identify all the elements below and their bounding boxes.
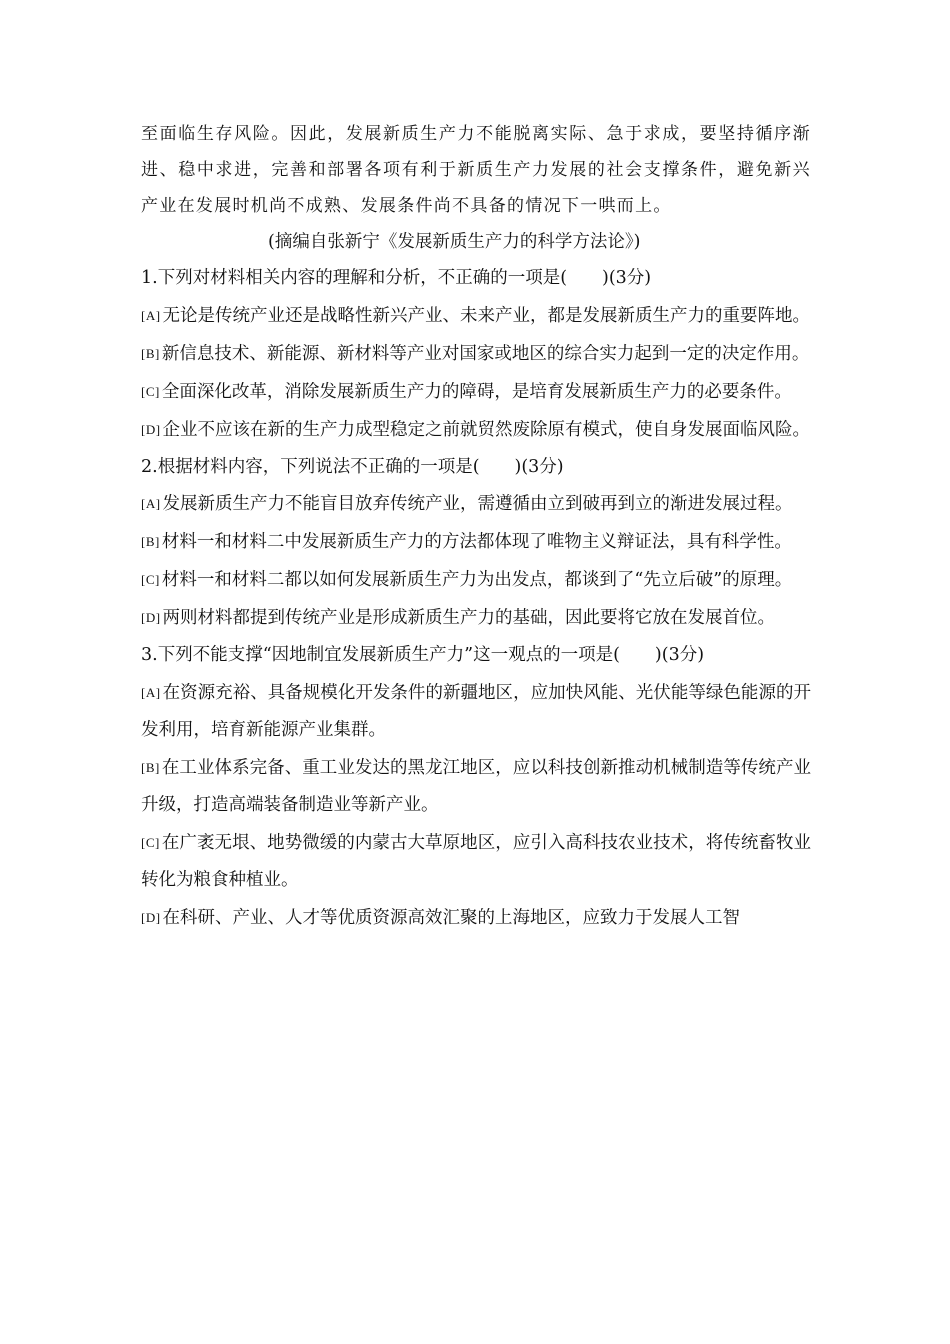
- passage-closing-paragraph: 至面临生存风险。因此，发展新质生产力不能脱离实际、急于求成，要坚持循序渐进、稳中求进，完善和部署各项有利于新质生产力发展的社会支撑条件，避免新兴产业在发展时机尚不成熟、发展条件尚不具备的情况下一哄而上。: [141, 124, 811, 216]
- option-key: [B]: [141, 345, 160, 361]
- option-text: 新信息技术、新能源、新材料等产业对国家或地区的综合实力起到一定的决定作用。: [161, 343, 810, 364]
- option-text: 两则材料都提到传统产业是形成新质生产力的基础，因此要将它放在发展首位。: [162, 608, 776, 628]
- question-1-option-d: [141, 411, 811, 449]
- option-text: 无论是传统产业还是战略性新兴产业、未来产业，都是发展新质生产力的重要阵地。: [162, 305, 811, 326]
- question-3-option-a: [141, 674, 811, 749]
- page-content: [141, 116, 811, 937]
- option-key: [A]: [141, 307, 161, 323]
- option-key: [C]: [141, 834, 160, 850]
- option-text: 在工业体系完备、重工业发达的黑龙江地区，应以科技创新推动机械制造等传统产业升级，打造高端装备制造业等新产业。: [141, 757, 811, 815]
- question-3-option-c: [141, 824, 811, 899]
- question-1-option-c: [141, 373, 811, 411]
- option-text: 企业不应该在新的生产力成型稳定之前就贸然废除原有模式，使自身发展面临风险。: [162, 419, 811, 440]
- question-2-option-c: [141, 561, 811, 599]
- option-key: [D]: [141, 421, 161, 437]
- question-1-stem: 1.下列对材料相关内容的理解和分析，不正确的一项是( )(3分): [141, 268, 652, 288]
- passage-source: (摘编自张新宁《发展新质生产力的科学方法论》): [268, 232, 641, 252]
- option-key: [B]: [141, 534, 160, 549]
- question-3-option-b: [141, 749, 811, 824]
- option-text: 在资源充裕、具备规模化开发条件的新疆地区，应加快风能、光伏能等绿色能源的开发利用，培育新能源产业集群。: [141, 682, 811, 740]
- question-2-stem: 2.根据材料内容，下列说法不正确的一项是( )(3分): [141, 456, 564, 477]
- option-key: [A]: [141, 684, 161, 700]
- option-key: [D]: [141, 909, 161, 925]
- question-1-option-b: [141, 335, 811, 373]
- option-text: 在科研、产业、人才等优质资源高效汇聚的上海地区，应致力于发展人工智: [162, 907, 741, 928]
- question-2-option-d: [141, 599, 811, 637]
- option-key: [A]: [141, 496, 161, 511]
- question-1-option-a: [141, 297, 811, 335]
- option-text: 发展新质生产力不能盲目放弃传统产业，需遵循由立到破再到立的渐进发展过程。: [162, 494, 793, 514]
- option-text: 全面深化改革，消除发展新质生产力的障碍，是培育发展新质生产力的必要条件。: [161, 381, 792, 402]
- question-2-option-a: [141, 485, 811, 523]
- option-key: [B]: [141, 759, 160, 775]
- question-2-option-b: [141, 523, 811, 561]
- option-text: 材料一和材料二中发展新质生产力的方法都体现了唯物主义辩证法，具有科学性。: [161, 532, 792, 552]
- question-3-option-d: [141, 899, 811, 937]
- option-text: 在广袤无垠、地势微缓的内蒙古大草原地区，应引入高科技农业技术，将传统畜牧业转化为粮食种植业。: [141, 832, 811, 890]
- option-key: [D]: [141, 610, 161, 625]
- option-key: [C]: [141, 572, 160, 587]
- option-key: [C]: [141, 383, 160, 399]
- option-text: 材料一和材料二都以如何发展新质生产力为出发点，都谈到了“先立后破”的原理。: [161, 570, 793, 590]
- question-3-stem: 3.下列不能支撑“因地制宜发展新质生产力”这一观点的一项是( )(3分): [141, 645, 705, 665]
